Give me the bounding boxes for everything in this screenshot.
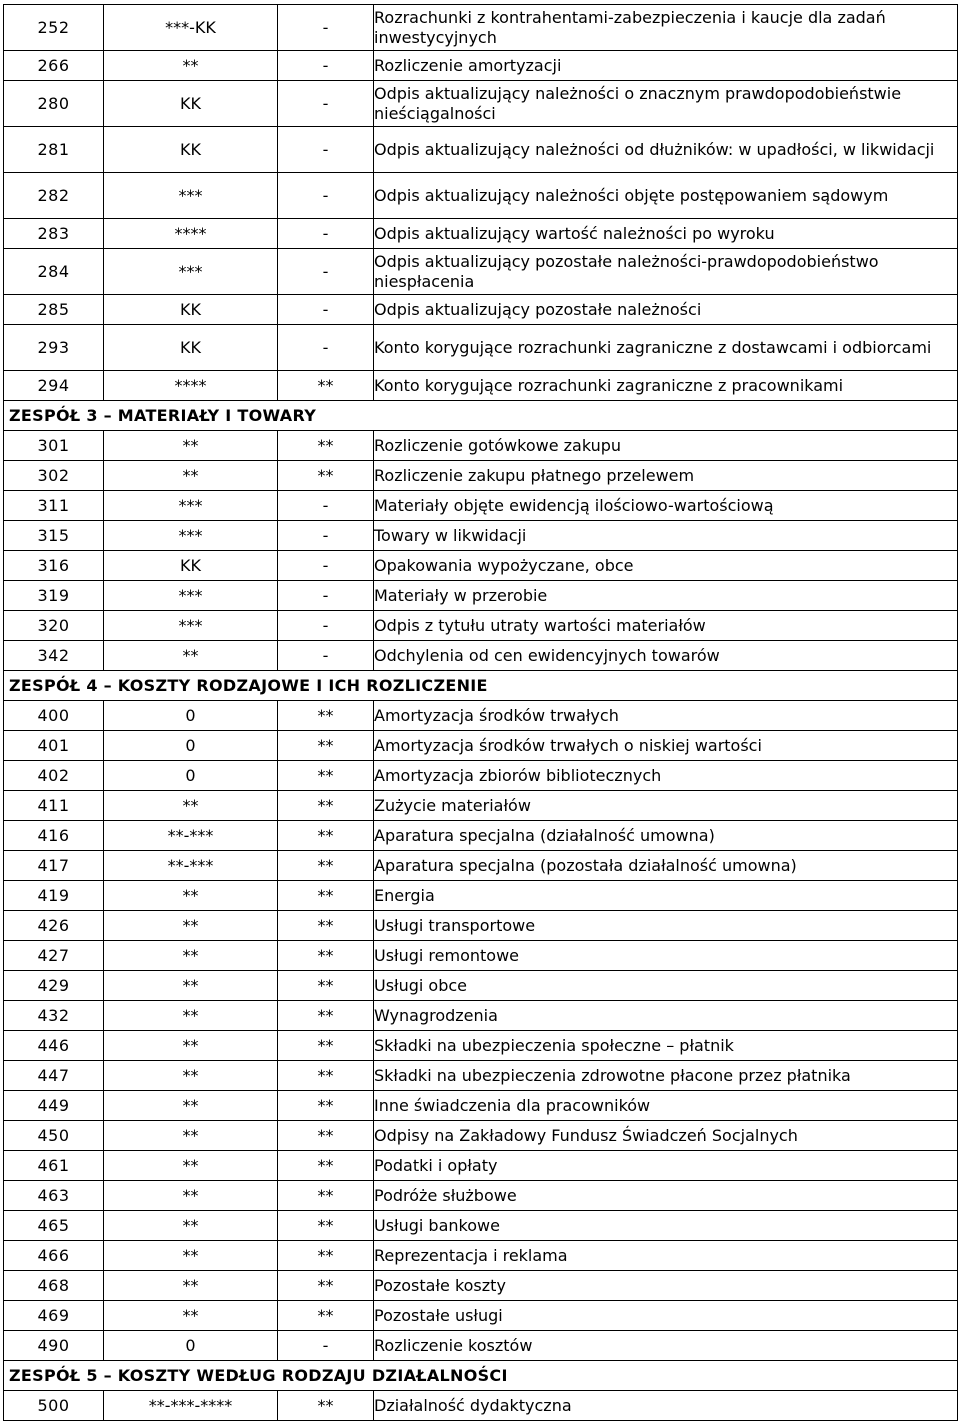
analytics-marker: **: [104, 1121, 278, 1151]
table-row: [4, 431, 958, 461]
table-row: [4, 1271, 958, 1301]
table-row: [4, 731, 958, 761]
table-row: [4, 1391, 958, 1421]
account-description: Amortyzacja środków trwałych o niskiej wartości: [374, 731, 958, 761]
cost-flag: **: [278, 1301, 374, 1331]
cost-flag: -: [278, 249, 374, 295]
table-row: [4, 701, 958, 731]
cost-flag: **: [278, 1091, 374, 1121]
account-number: 500: [4, 1391, 104, 1421]
account-number: 450: [4, 1121, 104, 1151]
analytics-marker: **: [104, 461, 278, 491]
cost-flag: -: [278, 51, 374, 81]
cost-flag: -: [278, 295, 374, 325]
account-description: Rozliczenie amortyzacji: [374, 51, 958, 81]
cost-flag: -: [278, 325, 374, 371]
analytics-marker: **: [104, 1241, 278, 1271]
account-description: Odpis aktualizujący należności o znacznym prawdopodobieństwie nieściągalności: [374, 81, 958, 127]
account-number: 400: [4, 701, 104, 731]
table-row: [4, 971, 958, 1001]
table-row: [4, 791, 958, 821]
analytics-marker: ***: [104, 521, 278, 551]
table-row: [4, 219, 958, 249]
account-description: Wynagrodzenia: [374, 1001, 958, 1031]
account-description: Usługi obce: [374, 971, 958, 1001]
account-description: Podróże służbowe: [374, 1181, 958, 1211]
table-row: [4, 491, 958, 521]
account-number: 282: [4, 173, 104, 219]
account-number: 419: [4, 881, 104, 911]
account-description: Odpis aktualizujący należności od dłużników: w upadłości, w likwidacji: [374, 127, 958, 173]
cost-flag: **: [278, 761, 374, 791]
account-number: 284: [4, 249, 104, 295]
cost-flag: -: [278, 1331, 374, 1361]
cost-flag: -: [278, 5, 374, 51]
chart-of-accounts-table: [3, 4, 958, 1421]
account-description: Składki na ubezpieczenia zdrowotne płacone przez płatnika: [374, 1061, 958, 1091]
analytics-marker: **: [104, 791, 278, 821]
analytics-marker: ***: [104, 249, 278, 295]
table-body: [4, 5, 958, 1421]
cost-flag: **: [278, 851, 374, 881]
cost-flag: **: [278, 431, 374, 461]
analytics-marker: KK: [104, 325, 278, 371]
group-header-row: [4, 1361, 958, 1391]
cost-flag: **: [278, 701, 374, 731]
table-row: [4, 81, 958, 127]
account-description: Usługi bankowe: [374, 1211, 958, 1241]
account-number: 463: [4, 1181, 104, 1211]
cost-flag: **: [278, 1061, 374, 1091]
account-number: 411: [4, 791, 104, 821]
account-number: 401: [4, 731, 104, 761]
account-number: 465: [4, 1211, 104, 1241]
account-number: 320: [4, 611, 104, 641]
analytics-marker: KK: [104, 295, 278, 325]
account-number: 283: [4, 219, 104, 249]
account-number: 416: [4, 821, 104, 851]
analytics-marker: **-***: [104, 851, 278, 881]
table-row: [4, 173, 958, 219]
cost-flag: **: [278, 371, 374, 401]
table-row: [4, 1151, 958, 1181]
table-row: [4, 325, 958, 371]
cost-flag: **: [278, 791, 374, 821]
analytics-marker: ****: [104, 219, 278, 249]
cost-flag: -: [278, 81, 374, 127]
table-row: [4, 821, 958, 851]
analytics-marker: KK: [104, 81, 278, 127]
table-row: [4, 461, 958, 491]
analytics-marker: KK: [104, 127, 278, 173]
group-header-label: ZESPÓŁ 3 – MATERIAŁY I TOWARY: [4, 401, 958, 431]
account-number: 446: [4, 1031, 104, 1061]
account-description: Inne świadczenia dla pracowników: [374, 1091, 958, 1121]
analytics-marker: **: [104, 941, 278, 971]
table-row: [4, 611, 958, 641]
table-row: [4, 881, 958, 911]
table-row: [4, 1121, 958, 1151]
account-description: Składki na ubezpieczenia społeczne – płatnik: [374, 1031, 958, 1061]
analytics-marker: **: [104, 1151, 278, 1181]
account-number: 490: [4, 1331, 104, 1361]
account-description: Odpisy na Zakładowy Fundusz Świadczeń Socjalnych: [374, 1121, 958, 1151]
analytics-marker: **: [104, 1001, 278, 1031]
analytics-marker: 0: [104, 701, 278, 731]
account-number: 447: [4, 1061, 104, 1091]
account-number: 315: [4, 521, 104, 551]
table-row: [4, 5, 958, 51]
cost-flag: **: [278, 1241, 374, 1271]
analytics-marker: **: [104, 1271, 278, 1301]
analytics-marker: **: [104, 1301, 278, 1331]
cost-flag: **: [278, 821, 374, 851]
analytics-marker: ***: [104, 581, 278, 611]
table-row: [4, 551, 958, 581]
table-row: [4, 127, 958, 173]
table-row: [4, 1301, 958, 1331]
account-description: Pozostałe koszty: [374, 1271, 958, 1301]
analytics-marker: 0: [104, 1331, 278, 1361]
table-row: [4, 1091, 958, 1121]
table-row: [4, 1181, 958, 1211]
account-description: Aparatura specjalna (pozostała działalność umowna): [374, 851, 958, 881]
analytics-marker: **: [104, 971, 278, 1001]
cost-flag: **: [278, 911, 374, 941]
account-number: 402: [4, 761, 104, 791]
table-row: [4, 1001, 958, 1031]
analytics-marker: **: [104, 1061, 278, 1091]
analytics-marker: **: [104, 431, 278, 461]
cost-flag: -: [278, 551, 374, 581]
cost-flag: -: [278, 611, 374, 641]
table-row: [4, 1331, 958, 1361]
analytics-marker: **: [104, 51, 278, 81]
cost-flag: **: [278, 941, 374, 971]
account-description: Materiały w przerobie: [374, 581, 958, 611]
cost-flag: **: [278, 1151, 374, 1181]
cost-flag: **: [278, 971, 374, 1001]
account-description: Aparatura specjalna (działalność umowna): [374, 821, 958, 851]
account-number: 461: [4, 1151, 104, 1181]
analytics-marker: **: [104, 881, 278, 911]
account-description: Odpis aktualizujący należności objęte postępowaniem sądowym: [374, 173, 958, 219]
cost-flag: -: [278, 173, 374, 219]
table-row: [4, 941, 958, 971]
analytics-marker: ***: [104, 611, 278, 641]
account-description: Odchylenia od cen ewidencyjnych towarów: [374, 641, 958, 671]
analytics-marker: 0: [104, 761, 278, 791]
cost-flag: **: [278, 1121, 374, 1151]
account-number: 285: [4, 295, 104, 325]
analytics-marker: **: [104, 641, 278, 671]
analytics-marker: **: [104, 1031, 278, 1061]
analytics-marker: **: [104, 911, 278, 941]
cost-flag: -: [278, 521, 374, 551]
cost-flag: **: [278, 1001, 374, 1031]
account-description: Towary w likwidacji: [374, 521, 958, 551]
account-number: 468: [4, 1271, 104, 1301]
account-number: 427: [4, 941, 104, 971]
table-row: [4, 761, 958, 791]
table-row: [4, 911, 958, 941]
cost-flag: **: [278, 1181, 374, 1211]
account-description: Odpis aktualizujący wartość należności po wyroku: [374, 219, 958, 249]
analytics-marker: ***: [104, 173, 278, 219]
cost-flag: -: [278, 219, 374, 249]
account-number: 252: [4, 5, 104, 51]
account-number: 316: [4, 551, 104, 581]
account-number: 449: [4, 1091, 104, 1121]
account-number: 342: [4, 641, 104, 671]
account-description: Konto korygujące rozrachunki zagraniczne z pracownikami: [374, 371, 958, 401]
account-description: Amortyzacja zbiorów bibliotecznych: [374, 761, 958, 791]
account-description: Odpis aktualizujący pozostałe należności: [374, 295, 958, 325]
group-header-row: [4, 401, 958, 431]
group-header-row: [4, 671, 958, 701]
account-number: 417: [4, 851, 104, 881]
cost-flag: **: [278, 1211, 374, 1241]
table-row: [4, 1241, 958, 1271]
account-description: Podatki i opłaty: [374, 1151, 958, 1181]
account-description: Pozostałe usługi: [374, 1301, 958, 1331]
account-number: 281: [4, 127, 104, 173]
account-description: Usługi transportowe: [374, 911, 958, 941]
account-description: Usługi remontowe: [374, 941, 958, 971]
table-row: [4, 1061, 958, 1091]
cost-flag: -: [278, 491, 374, 521]
account-description: Odpis aktualizujący pozostałe należności-prawdopodobieństwo niespłacenia: [374, 249, 958, 295]
account-description: Konto korygujące rozrachunki zagraniczne z dostawcami i odbiorcami: [374, 325, 958, 371]
account-description: Reprezentacja i reklama: [374, 1241, 958, 1271]
account-number: 432: [4, 1001, 104, 1031]
account-number: 429: [4, 971, 104, 1001]
table-row: [4, 295, 958, 325]
account-description: Rozliczenie kosztów: [374, 1331, 958, 1361]
cost-flag: **: [278, 1271, 374, 1301]
analytics-marker: **: [104, 1181, 278, 1211]
account-number: 426: [4, 911, 104, 941]
cost-flag: -: [278, 641, 374, 671]
analytics-marker: ***-KK: [104, 5, 278, 51]
table-row: [4, 581, 958, 611]
account-number: 469: [4, 1301, 104, 1331]
account-description: Zużycie materiałów: [374, 791, 958, 821]
table-row: [4, 521, 958, 551]
table-row: [4, 1031, 958, 1061]
table-row: [4, 851, 958, 881]
account-description: Opakowania wypożyczane, obce: [374, 551, 958, 581]
table-row: [4, 51, 958, 81]
analytics-marker: **-***: [104, 821, 278, 851]
account-number: 319: [4, 581, 104, 611]
analytics-marker: **-***-****: [104, 1391, 278, 1421]
account-description: Rozrachunki z kontrahentami-zabezpieczenia i kaucje dla zadań inwestycyjnych: [374, 5, 958, 51]
account-number: 266: [4, 51, 104, 81]
cost-flag: **: [278, 1031, 374, 1061]
account-number: 466: [4, 1241, 104, 1271]
analytics-marker: ***: [104, 491, 278, 521]
account-description: Materiały objęte ewidencją ilościowo-wartościową: [374, 491, 958, 521]
account-number: 302: [4, 461, 104, 491]
analytics-marker: **: [104, 1211, 278, 1241]
table-row: [4, 249, 958, 295]
analytics-marker: KK: [104, 551, 278, 581]
table-row: [4, 641, 958, 671]
account-number: 294: [4, 371, 104, 401]
account-description: Amortyzacja środków trwałych: [374, 701, 958, 731]
cost-flag: **: [278, 881, 374, 911]
account-description: Rozliczenie gotówkowe zakupu: [374, 431, 958, 461]
table-row: [4, 371, 958, 401]
account-number: 301: [4, 431, 104, 461]
cost-flag: -: [278, 581, 374, 611]
analytics-marker: ****: [104, 371, 278, 401]
analytics-marker: **: [104, 1091, 278, 1121]
group-header-label: ZESPÓŁ 5 – KOSZTY WEDŁUG RODZAJU DZIAŁALNOŚCI: [4, 1361, 958, 1391]
cost-flag: -: [278, 127, 374, 173]
account-number: 293: [4, 325, 104, 371]
cost-flag: **: [278, 731, 374, 761]
account-number: 311: [4, 491, 104, 521]
account-description: Energia: [374, 881, 958, 911]
group-header-label: ZESPÓŁ 4 – KOSZTY RODZAJOWE I ICH ROZLICZENIE: [4, 671, 958, 701]
table-row: [4, 1211, 958, 1241]
cost-flag: **: [278, 1391, 374, 1421]
account-number: 280: [4, 81, 104, 127]
account-description: Działalność dydaktyczna: [374, 1391, 958, 1421]
cost-flag: **: [278, 461, 374, 491]
account-description: Rozliczenie zakupu płatnego przelewem: [374, 461, 958, 491]
analytics-marker: 0: [104, 731, 278, 761]
account-description: Odpis z tytułu utraty wartości materiałów: [374, 611, 958, 641]
